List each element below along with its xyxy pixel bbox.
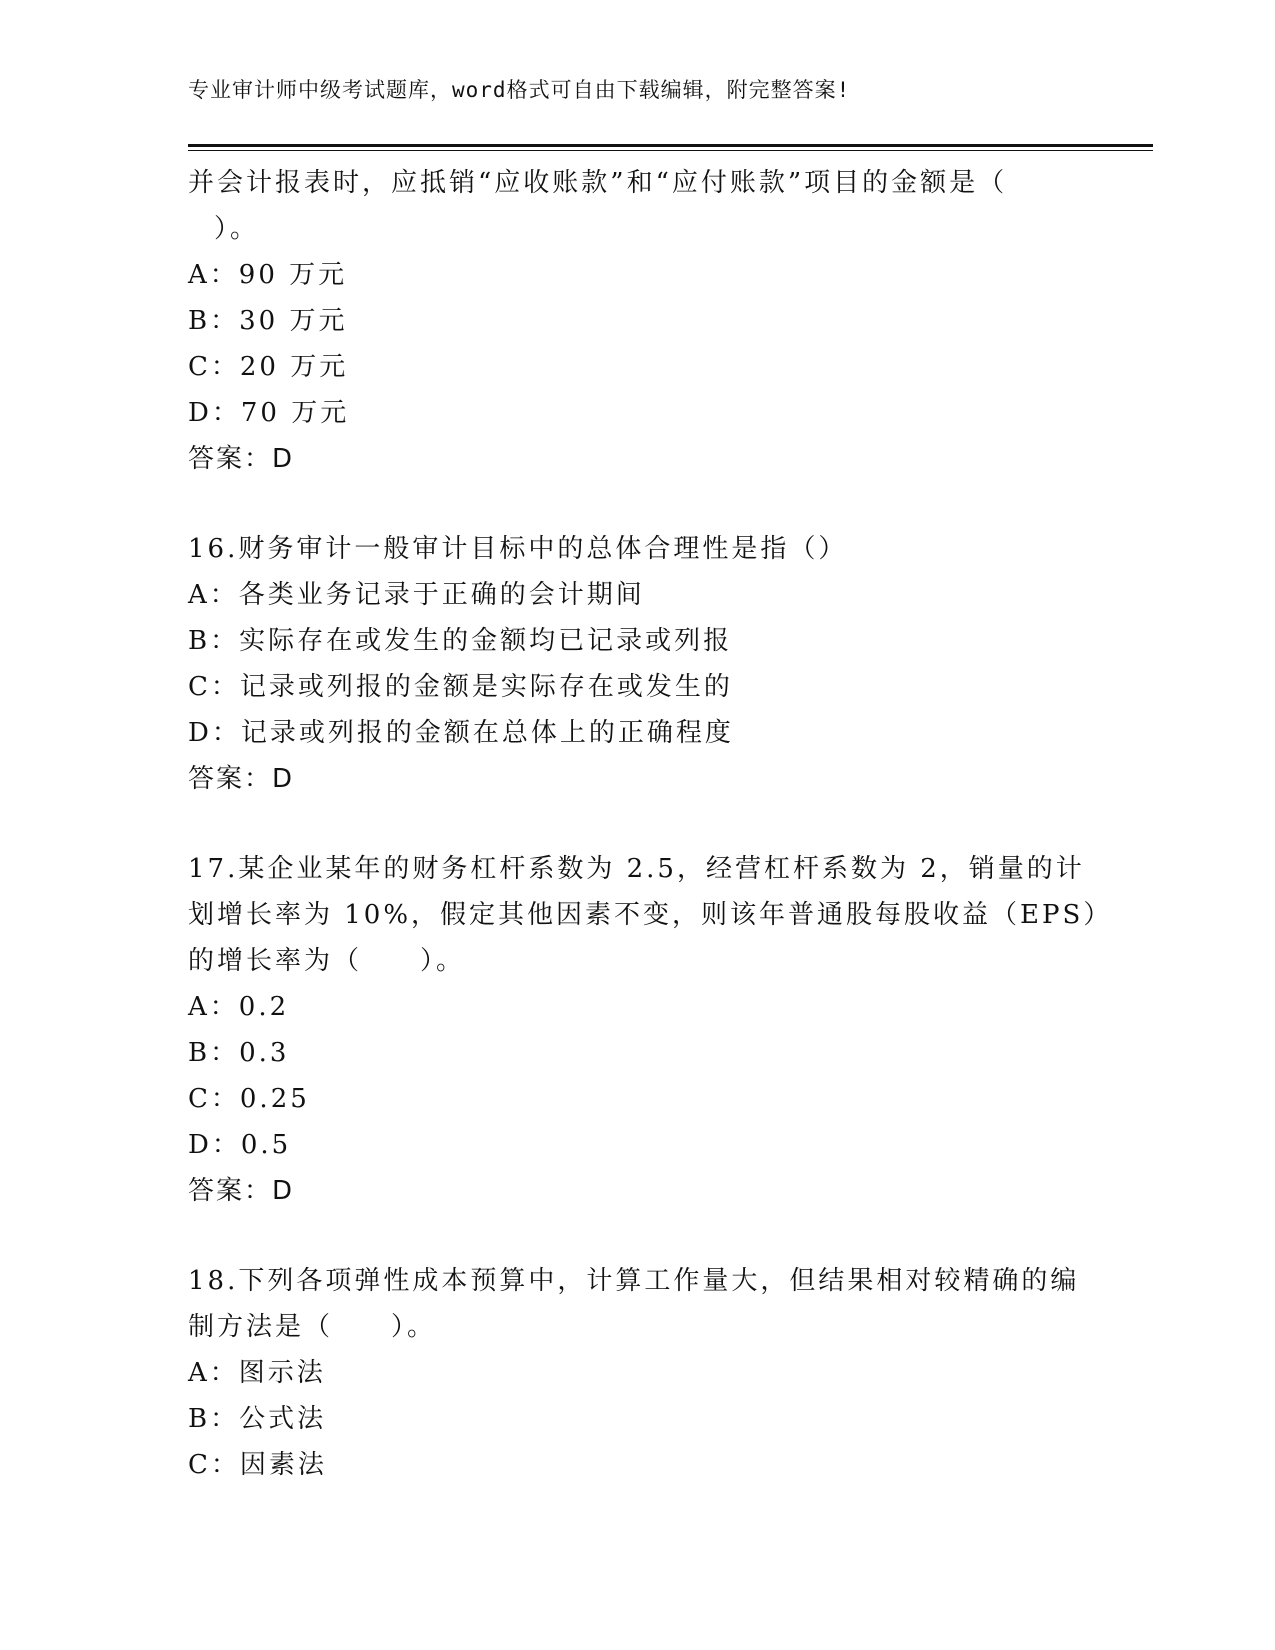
option-a: A：图示法 — [188, 1358, 326, 1388]
question-stem: ）。 — [214, 214, 260, 244]
question-15 — [188, 160, 1068, 482]
answer: 答案：D — [188, 1176, 295, 1206]
option-c: C：因素法 — [188, 1450, 327, 1480]
option-a: A：0.2 — [188, 992, 290, 1022]
question-stem: 18.下列各项弹性成本预算中，计算工作量大，但结果相对较精确的编 — [188, 1266, 1080, 1296]
option-c: C：20 万元 — [188, 352, 349, 382]
option-d: D：0.5 — [188, 1130, 292, 1160]
option-a: A：90 万元 — [188, 260, 348, 290]
question-18 — [188, 1258, 1080, 1488]
header-rule-thin — [188, 150, 1153, 151]
option-c: C：记录或列报的金额是实际存在或发生的 — [188, 672, 733, 702]
spacer — [188, 482, 1068, 526]
question-16 — [188, 526, 1068, 802]
answer: 答案：D — [188, 764, 295, 794]
header-rule-thick — [188, 144, 1153, 147]
option-c: C：0.25 — [188, 1084, 310, 1114]
option-d: D：记录或列报的金额在总体上的正确程度 — [188, 718, 734, 748]
option-b: B：30 万元 — [188, 306, 348, 336]
question-stem: 16.财务审计一般审计目标中的总体合理性是指（） — [188, 534, 848, 564]
page-header: 专业审计师中级考试题库，word格式可自由下载编辑，附完整答案! — [188, 78, 851, 102]
question-stem: 制方法是（ ）。 — [188, 1312, 437, 1342]
option-d: D：70 万元 — [188, 398, 350, 428]
spacer — [188, 1214, 1068, 1258]
spacer — [188, 802, 1068, 846]
question-17 — [188, 846, 1113, 1214]
option-b: B：公式法 — [188, 1404, 327, 1434]
question-stem: 并会计报表时，应抵销“应收账款”和“应付账款”项目的金额是（ — [188, 168, 1008, 198]
question-stem: 的增长率为（ ）。 — [188, 946, 466, 976]
option-b: B：0.3 — [188, 1038, 290, 1068]
question-stem: 划增长率为 10%，假定其他因素不变，则该年普通股每股收益（EPS） — [188, 900, 1113, 930]
document-body — [188, 160, 1113, 1488]
option-a: A：各类业务记录于正确的会计期间 — [188, 580, 645, 610]
question-stem: 17.某企业某年的财务杠杆系数为 2.5，经营杠杆系数为 2，销量的计 — [188, 854, 1085, 884]
answer: 答案：D — [188, 444, 295, 474]
option-b: B：实际存在或发生的金额均已记录或列报 — [188, 626, 733, 656]
